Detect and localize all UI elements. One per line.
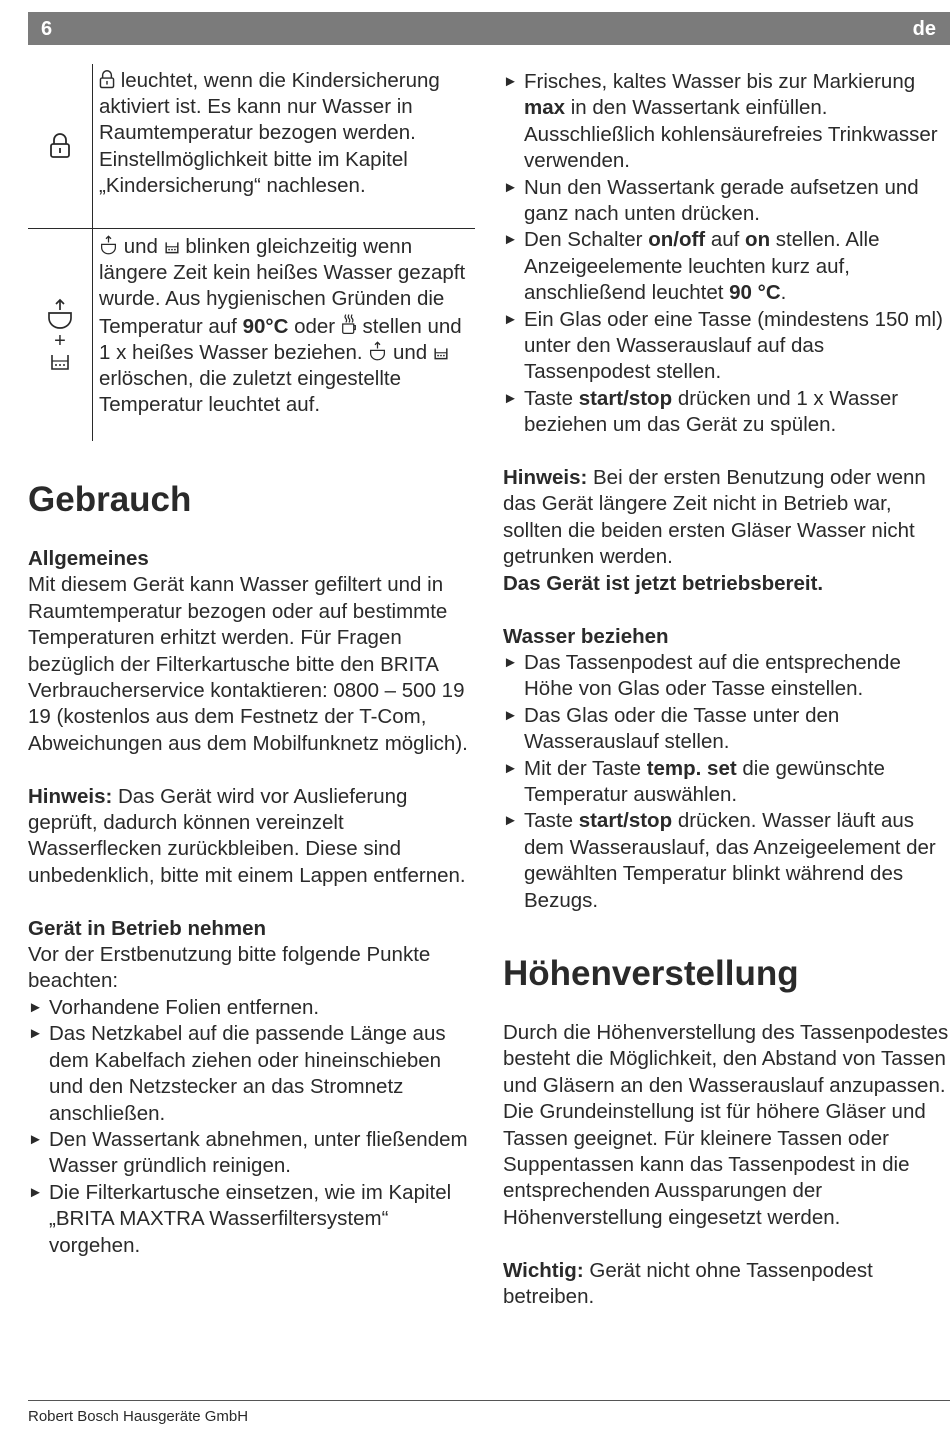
bullet-arrow-icon: ►	[28, 1130, 43, 1148]
bullet-arrow-icon: ►	[503, 73, 518, 90]
bullet-arrow-icon: ►	[503, 706, 518, 724]
list-item: ► Den Wassertank abnehmen, unter fließendem Wasser gründlich reinigen.	[28, 1127, 468, 1178]
bullet-arrow-icon: ►	[503, 310, 518, 328]
filter-cartridge-icon	[49, 352, 71, 372]
list-item: ► Das Glas oder die Tasse unter den Wasserauslauf stellen.	[503, 703, 840, 754]
list-item: ► Den Schalter on/off auf on stellen. Alle Anzeigeelemente leuchten kurz auf, anschließend leuchtet 90 °C.	[503, 228, 880, 305]
plus-sign: +	[54, 330, 66, 352]
list-item: ► Taste start/stop drücken. Wasser läuft aus dem Wasserauslauf, das Anzeigeelement der gewählten Temperatur blinkt während des Bezugs.	[503, 809, 936, 912]
page-number: 6	[41, 18, 53, 40]
indicator-row-descale	[28, 229, 475, 441]
bullet-arrow-icon: ►	[503, 231, 518, 249]
list-item: ► Das Netzkabel auf die passende Länge aus dem Kabelfach ziehen oder hineinschieben und den Netzstecker an das Stromnetz anschließen.	[28, 1022, 446, 1125]
bullet-arrow-icon: ►	[503, 653, 518, 671]
subheading-allgemeines: Allgemeines	[28, 547, 149, 570]
bullet-arrow-icon: ►	[503, 812, 518, 830]
language-code: de	[912, 18, 936, 40]
indicator-icon-cell	[28, 64, 93, 228]
list-item: ► Das Tassenpodest auf die entsprechende Höhe von Glas oder Tasse einstellen.	[503, 650, 901, 701]
allgemeines-paragraph: Mit diesem Gerät kann Wasser gefiltert und in Raumtemperatur bezogen oder auf bestimmte Temperaturen erhitzt werden. Für Fragen bezüglich der Filterkartusche bitte den BRITA Verbraucherservice kontaktieren: 0800 – 500 19 19 (kostenlos aus dem Festnetz der T-Com, Abweichungen aus dem Mobilfunknetz möglich).	[28, 573, 468, 755]
bullet-arrow-icon: ►	[28, 998, 43, 1016]
list-item: ► Ein Glas oder eine Tasse (mindestens 150 ml) unter den Wasserauslauf auf das Tassenpodest stellen.	[503, 307, 943, 384]
right-column	[503, 69, 950, 1310]
list-item: ► Die Filterkartusche einsetzen, wie im Kapitel „BRITA MAXTRA Wasserfiltersystem“ vorgehen.	[28, 1180, 452, 1257]
cup-descale-icon	[46, 298, 74, 330]
lock-description: leuchtet, wenn die Kindersicherung aktiviert ist. Es kann nur Wasser in Raumtemperatur bezogen werden. Einstellmöglichkeit bitte im Kapitel „Kindersicherung“ nachlesen.	[99, 69, 440, 197]
list-item: ► Vorhandene Folien entfernen.	[28, 995, 468, 1021]
indicator-row-lock	[28, 64, 475, 229]
filter-cartridge-icon	[164, 240, 180, 255]
footer-company: Robert Bosch Hausgeräte GmbH	[28, 1408, 249, 1425]
list-item: ► Nun den Wassertank gerade aufsetzen und ganz nach unten drücken.	[503, 175, 919, 226]
subheading-wasser-beziehen: Wasser beziehen	[503, 624, 669, 648]
page-header-bar	[28, 12, 950, 45]
list-item: ► Taste start/stop drücken und 1 x Wasser beziehen um das Gerät zu spülen.	[503, 386, 899, 437]
hinweis-paragraph: Hinweis: Bei der ersten Benutzung oder wenn das Gerät längere Zeit nicht in Betrieb war, sollten die beiden ersten Gläser Wasser nicht getrunken werden.	[503, 466, 926, 569]
bullet-arrow-icon: ►	[503, 389, 518, 407]
section-heading-hoehenverstellung: Höhenverstellung	[503, 953, 799, 993]
inbetrieb-intro: Vor der Erstbenutzung bitte folgende Punkte beachten:	[28, 943, 431, 993]
indicator-icon-cell	[28, 229, 93, 441]
hoehenverstellung-paragraph: Durch die Höhenverstellung des Tassenpodestes besteht die Möglichkeit, den Abstand von Tassen und Gläsern an den Wasserauslauf anzupassen. Die Grundeinstellung ist für höhere Gläser und Tassen geeignet. Für kleinere Tassen oder Suppentassen kann das Tassenpodest in die entsprechenden Aussparungen der Höhenverstellung eingesetzt werden.	[503, 1020, 949, 1229]
filter-cartridge-icon	[433, 346, 449, 361]
section-heading-gebrauch: Gebrauch	[28, 480, 192, 519]
list-item: ► Frisches, kaltes Wasser bis zur Markierung max in den Wassertank einfüllen. Ausschließlich kohlensäurefreies Trinkwasser verwenden.	[503, 70, 938, 173]
bullet-arrow-icon: ►	[28, 1183, 43, 1201]
footer-divider	[28, 1400, 950, 1401]
subheading-inbetrieb: Gerät in Betrieb nehmen	[28, 916, 267, 940]
indicator-text: und blinken gleichzeitig wenn längere Zeit kein heißes Wasser gezapft wurde. Aus hygienischen Gründen die Temperatur auf 90°C oder stellen und 1 x heißes Wasser beziehen. und erlöschen, die zuletzt eingestellte Temperatur leuchtet auf.	[99, 235, 466, 417]
indicator-text	[93, 64, 475, 228]
left-column	[28, 480, 468, 1259]
indicator-table	[28, 64, 475, 441]
bullet-arrow-icon: ►	[28, 1025, 43, 1043]
bullet-arrow-icon: ►	[503, 759, 518, 777]
lock-icon	[49, 133, 71, 159]
wichtig-paragraph: Wichtig: Gerät nicht ohne Tassenpodest betreiben.	[503, 1258, 873, 1309]
list-item: ► Mit der Taste temp. set die gewünschte Temperatur auswählen.	[503, 756, 885, 806]
bullet-arrow-icon: ►	[503, 178, 518, 196]
steam-cup-icon	[341, 313, 357, 335]
ready-statement: Das Gerät ist jetzt betriebsbereit.	[503, 571, 824, 595]
hinweis-paragraph: Hinweis: Das Gerät wird vor Auslieferung geprüft, dadurch können vereinzelt Wasserflecken zurückbleiben. Diese sind unbedenklich, bitte mit einem Lappen entfernen.	[28, 784, 466, 887]
cup-descale-icon	[99, 235, 118, 255]
cup-descale-icon	[368, 341, 387, 361]
lock-icon	[99, 70, 115, 89]
